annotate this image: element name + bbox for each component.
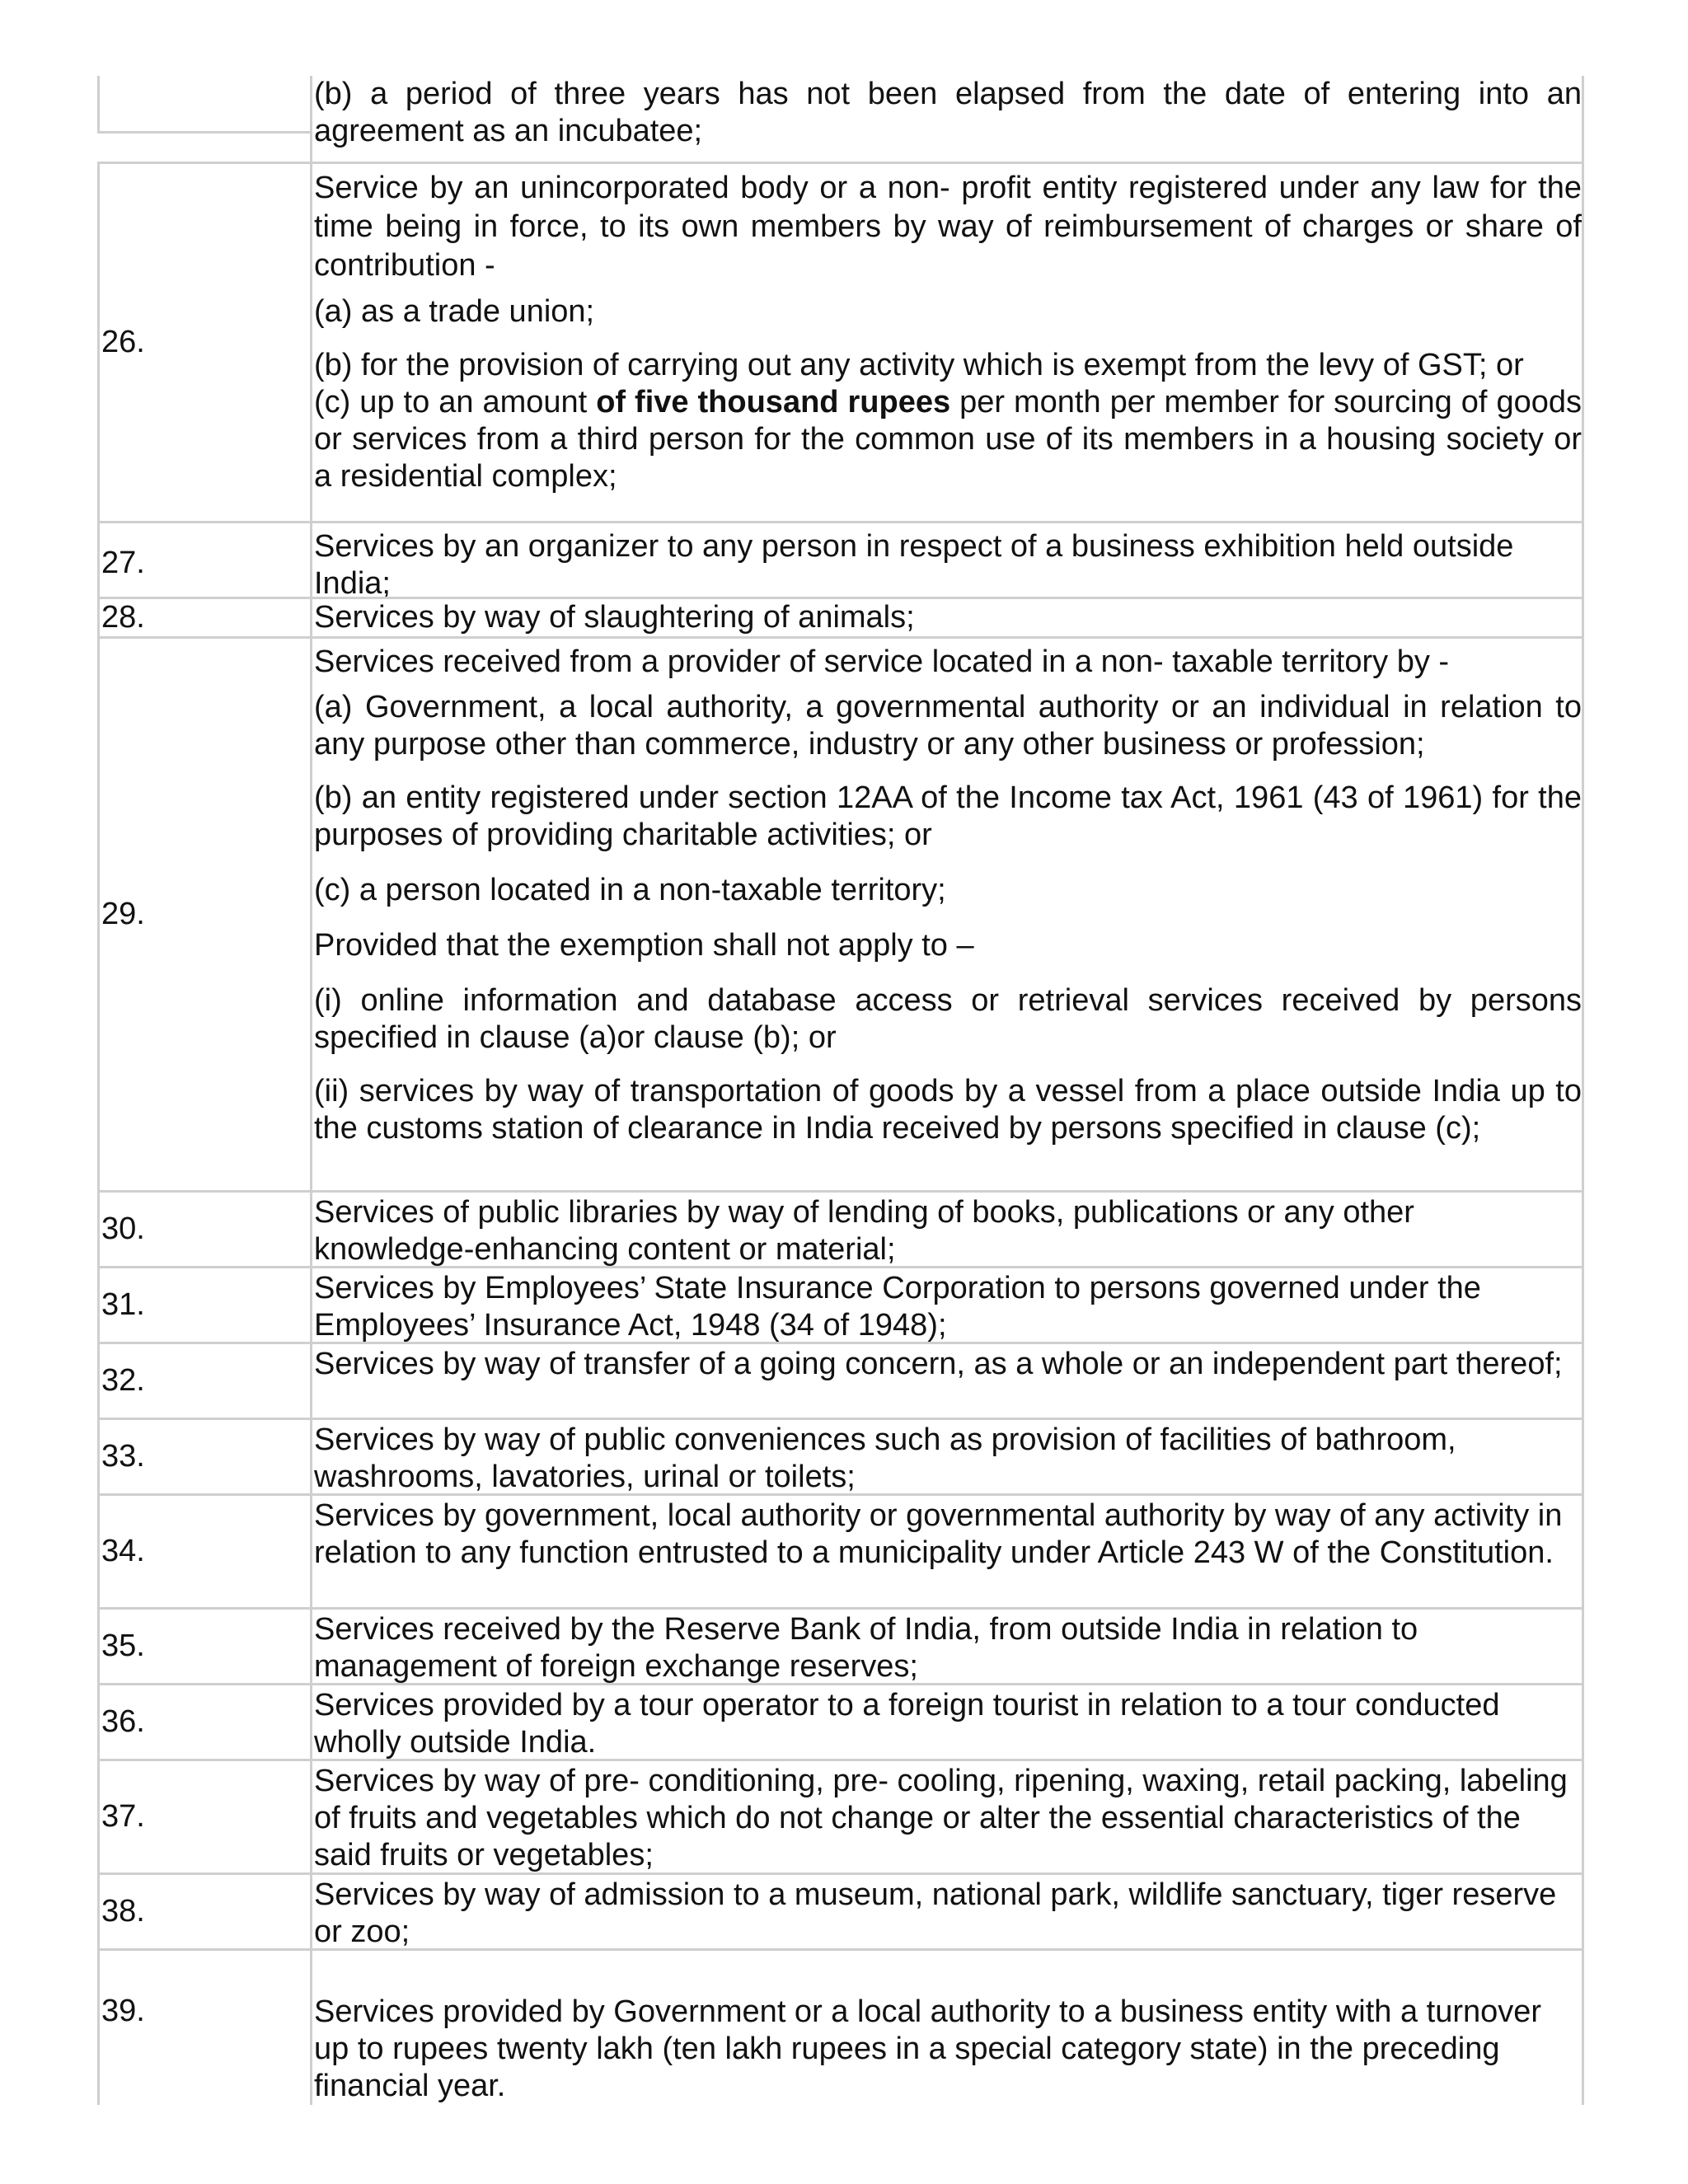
table-row: [97, 1759, 1584, 1872]
row-text: Services received from a provider of service located in a non- taxable territory by -: [314, 644, 1450, 679]
table-row: [97, 76, 1584, 162]
table-row: [97, 1872, 1584, 1948]
row-text: Provided that the exemption shall not apply to –: [314, 928, 974, 963]
row-text: Service by an unincorporated body or a non- profit entity registered under any law for the time being in force, to its own members by way of reimbursement of charges or share of contribution -: [314, 171, 1582, 283]
table-row: [97, 1190, 1584, 1266]
row-text: Services provided by a tour operator to a foreign tourist in relation to a tour conducted wholly outside India.: [314, 1688, 1500, 1760]
row-content: [310, 1420, 1584, 1493]
row-content: [310, 1344, 1584, 1418]
row-text: Services by way of pre- conditioning, pre- cooling, ripening, waxing, retail packing, labeling of fruits and vegetables which do not change or alter the essential characteristics of the said fruits or vegetables;: [314, 1764, 1568, 1872]
row-text: (ii) services by way of transportation of goods by a vessel from a place outside India up to the customs station of clearance in India received by persons specified in clause (c);: [314, 1074, 1582, 1146]
row-number: 37.: [97, 1761, 310, 1872]
row-text: Services provided by Government or a local authority to a business entity with a turnover up to rupees twenty lakh (ten lakh rupees in a special category state) in the preceding financial year.: [314, 1994, 1542, 2103]
row-number: 28.: [97, 599, 310, 636]
row-text: Services of public libraries by way of lending of books, publications or any other knowledge-enhancing content or material;: [314, 1195, 1414, 1267]
row-content: [310, 599, 1584, 636]
table-row: [97, 1342, 1584, 1418]
row-text: (a) as a trade union;: [314, 294, 595, 329]
row-text: Services by way of slaughtering of animals;: [314, 600, 915, 635]
row-content: [310, 1268, 1584, 1342]
emphasis-text: of five thousand rupees: [596, 385, 951, 419]
row-content: [310, 1875, 1584, 1948]
row-text: Services by an organizer to any person in respect of a business exhibition held outside India;: [314, 529, 1514, 601]
row-text: Services by way of transfer of a going concern, as a whole or an independent part thereof;: [314, 1347, 1563, 1381]
row-number: [97, 76, 310, 134]
row-text: (b) a period of three years has not been elapsed from the date of entering into an agreement as an incubatee;: [314, 77, 1582, 148]
row-content: [310, 523, 1584, 601]
table-row: [97, 636, 1584, 1190]
row-number: 36.: [97, 1685, 310, 1759]
row-content: [310, 1193, 1584, 1266]
row-content: [310, 1496, 1584, 1607]
table-row: [97, 1683, 1584, 1759]
table-row: [97, 1266, 1584, 1342]
row-text: Services by way of admission to a museum, national park, wildlife sanctuary, tiger reserve or zoo;: [314, 1877, 1557, 1949]
row-text: (c) a person located in a non-taxable territory;: [314, 873, 946, 907]
row-text: per month per member for sourcing of goods or services from a third person for the common use of its members in a housing society or a residential complex;: [314, 385, 1582, 494]
row-number: 32.: [97, 1344, 310, 1418]
row-content: [310, 639, 1584, 1190]
row-text: Services by government, local authority or governmental authority by way of any activity in relation to any function entrusted to a municipality under Article 243 W of the Constitution.: [314, 1498, 1563, 1570]
row-content: [310, 1685, 1584, 1759]
row-text: (c) up to an amount: [314, 385, 597, 419]
row-number: 34.: [97, 1496, 310, 1607]
row-number: 30.: [97, 1193, 310, 1266]
row-text: (b) for the provision of carrying out any activity which is exempt from the levy of GST; or: [314, 348, 1524, 382]
row-content: [310, 1761, 1584, 1872]
table-row: [97, 1418, 1584, 1493]
row-number: 39.: [97, 1951, 310, 2105]
row-number: 29.: [97, 639, 310, 1190]
row-number: 35.: [97, 1610, 310, 1683]
table-row: [97, 597, 1584, 636]
row-text: Services by way of public conveniences such as provision of facilities of bathroom, washrooms, lavatories, urinal or toilets;: [314, 1422, 1456, 1494]
row-content: [310, 1610, 1584, 1683]
row-number: 38.: [97, 1875, 310, 1948]
row-text: (i) online information and database access or retrieval services received by persons specified in clause (a)or clause (b); or: [314, 983, 1582, 1055]
row-number: 31.: [97, 1268, 310, 1342]
row-number: 26.: [97, 164, 310, 521]
row-text: Services received by the Reserve Bank of India, from outside India in relation to management of foreign exchange reserves;: [314, 1612, 1418, 1684]
table-row: [97, 1948, 1584, 2105]
row-number: 27.: [97, 523, 310, 597]
row-text: (b) an entity registered under section 12AA of the Income tax Act, 1961 (43 of 1961) for the purposes of providing charitable activities; or: [314, 780, 1582, 852]
table-row: [97, 1493, 1584, 1607]
row-content: [310, 76, 1584, 162]
table-row: [97, 521, 1584, 601]
row-text: (a) Government, a local authority, a governmental authority or an individual in relation to any purpose other than commerce, industry or any other business or profession;: [314, 690, 1582, 762]
row-text: Services by Employees’ State Insurance Corporation to persons governed under the Employees’ Insurance Act, 1948 (34 of 1948);: [314, 1271, 1481, 1343]
row-content: [310, 164, 1584, 521]
table-row: [97, 1607, 1584, 1683]
table-row: [97, 162, 1584, 521]
row-content: [310, 1951, 1584, 2105]
row-number: 33.: [97, 1420, 310, 1493]
row-text: [314, 384, 1582, 495]
